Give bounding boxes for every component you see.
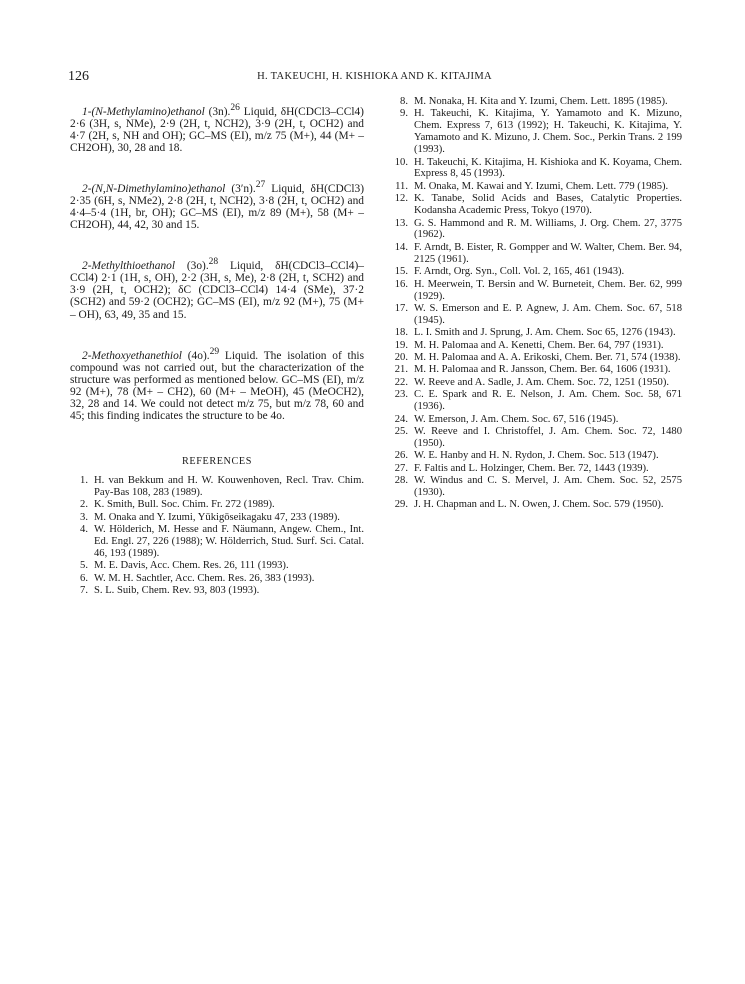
reference-number: 23.: [394, 389, 408, 401]
reference-text: F. Faltis and L. Holzinger, Chem. Ber. 72, 1443 (1939).: [414, 462, 649, 474]
compound-ref: 28: [208, 257, 219, 268]
compound-name: 1-(N-Methylamino)ethanol: [82, 105, 205, 118]
compound-data: Liquid. The isolation of this compound was not carried out, but the characterization of the structure was performed as mentioned below. GC–MS (EI), m/z 92 (M+), 78 (M+ – CH2), 60 (M+ – MeOH), 45 (MeOCH2), 32, 28 and 14. We could not detect m/z 75, but m/z 78, 60 and 45; this finding indicates the structure to be 4o.: [70, 349, 365, 422]
reference-number: 18.: [394, 327, 408, 339]
reference-item: [70, 560, 364, 572]
reference-number: 6.: [80, 572, 88, 584]
reference-text: L. I. Smith and J. Sprung, J. Am. Chem. Soc 65, 1276 (1943).: [414, 327, 676, 339]
reference-number: 27.: [394, 462, 408, 474]
right-column: [388, 96, 682, 512]
reference-number: 7.: [80, 585, 88, 597]
left-column: [70, 96, 364, 598]
reference-number: 13.: [394, 217, 408, 229]
reference-number: 28.: [394, 475, 408, 487]
reference-number: 25.: [394, 425, 408, 437]
reference-item: [388, 303, 682, 327]
compound-paragraph: [70, 102, 364, 154]
compound-data: Liquid, δH(CDCl3) 2·35 (6H, s, NMe2), 2·8 (2H, t, NCH2), 3·8 (2H, t, OCH2) and 4·4–5·4 (1H, br, OH); GC–MS (EI), m/z 89 (M+), 58 (M+ – CH2OH), 44, 42, 30 and 15.: [70, 182, 364, 232]
reference-number: 3.: [80, 511, 88, 523]
compound-paragraph: [70, 179, 364, 231]
reference-item: [388, 450, 682, 462]
compound-entry-3o: [70, 256, 364, 320]
reference-item: [388, 414, 682, 426]
reference-item: [388, 157, 682, 181]
compound-data: Liquid, δH(CDCl3–CCl4) 2·6 (3H, s, NMe), 2·9 (2H, t, NCH2), 3·9 (2H, t, OCH2) and 4·7 (2H, s, NH and OH); GC–MS (EI), m/z 75 (M+), 44 (M+ – CH2OH), 30, 28 and 18.: [70, 105, 364, 155]
reference-text: W. E. Hanby and H. N. Rydon, J. Chem. Soc. 513 (1947).: [414, 450, 659, 462]
reference-number: 10.: [394, 156, 408, 168]
reference-number: 22.: [394, 376, 408, 388]
reference-number: 21.: [394, 364, 408, 376]
reference-number: 12.: [394, 193, 408, 205]
reference-text: W. S. Emerson and E. P. Agnew, J. Am. Chem. Soc. 67, 518 (1945).: [414, 302, 682, 326]
reference-item: [388, 193, 682, 217]
reference-text: H. van Bekkum and H. W. Kouwenhoven, Recl. Trav. Chim. Pay-Bas 108, 283 (1989).: [94, 474, 364, 498]
reference-number: 20.: [394, 352, 408, 364]
running-head: H. TAKEUCHI, H. KISHIOKA AND K. KITAJIMA: [257, 71, 492, 82]
reference-text: S. L. Suib, Chem. Rev. 93, 803 (1993).: [94, 585, 260, 597]
reference-item: [388, 96, 682, 108]
compound-name: 2-(N,N-Dimethylamino)ethanol: [82, 182, 226, 195]
reference-number: 16.: [394, 278, 408, 290]
compound-label: (3o).: [186, 260, 209, 273]
reference-text: M. E. Davis, Acc. Chem. Res. 26, 111 (1993).: [94, 560, 289, 572]
compound-name: 2-Methylthioethanol: [82, 260, 175, 273]
reference-item: [388, 279, 682, 303]
compound-paragraph: [70, 256, 364, 320]
compound-name: 2-Methoxyethanethiol: [82, 349, 182, 362]
reference-item: [388, 266, 682, 278]
compound-label: (3n).: [208, 105, 231, 118]
reference-text: W. Reeve and I. Christoffel, J. Am. Chem. Soc. 72, 1480 (1950).: [414, 425, 682, 449]
reference-item: [388, 475, 682, 499]
compound-ref: 29: [209, 346, 220, 357]
reference-item: [388, 327, 682, 339]
reference-list-left: [70, 475, 364, 597]
compound-label: (4o).: [187, 349, 210, 362]
reference-number: 14.: [394, 241, 408, 253]
reference-number: 15.: [394, 266, 408, 278]
reference-text: H. Takeuchi, K. Kitajima, Y. Yamamoto and K. Mizuno, Chem. Express 7, 613 (1992); H. Takeuchi, K. Kitajima, Y. Yamamoto and K. Mizuno, J. Chem. Soc., Perkin Trans. 2 199 (1993).: [414, 108, 682, 156]
reference-number: 17.: [394, 302, 408, 314]
reference-text: W. Reeve and A. Sadle, J. Am. Chem. Soc. 72, 1251 (1950).: [414, 376, 670, 388]
reference-item: [388, 426, 682, 450]
reference-number: 5.: [80, 560, 88, 572]
reference-text: M. H. Palomaa and A. Kenetti, Chem. Ber. 64, 797 (1931).: [414, 339, 664, 351]
reference-text: H. Takeuchi, K. Kitajima, H. Kishioka and K. Koyama, Chem. Express 8, 45 (1993).: [414, 156, 682, 180]
reference-number: 1.: [80, 474, 88, 486]
reference-text: M. H. Palomaa and A. A. Erikoski, Chem. Ber. 71, 574 (1938).: [414, 352, 681, 364]
reference-text: M. Onaka, M. Kawai and Y. Izumi, Chem. Lett. 779 (1985).: [414, 180, 669, 192]
reference-text: F. Arndt, Org. Syn., Coll. Vol. 2, 165, 461 (1943).: [414, 266, 625, 278]
reference-item: [388, 364, 682, 376]
reference-number: 19.: [394, 339, 408, 351]
reference-text: M. Onaka and Y. Izumi, Yūkigōseikagaku 47, 233 (1989).: [94, 511, 340, 523]
reference-number: 8.: [400, 96, 408, 107]
compound-data: Liquid, δH(CDCl3–CCl4)–CCl4) 2·1 (1H, s, OH), 2·2 (3H, s, Me), 2·8 (2H, t, SCH2) and 3·9 (2H, t, OCH2); δC (CDCl3–CCl4) 14·4 (SMe), 37·2 (SCH2) and 59·2 (OCH2); GC–MS (EI), m/z 92 (M+), 75 (M+ – OH), 63, 49, 35 and 15.: [70, 260, 364, 321]
reference-text: W. Hölderich, M. Hesse and F. Näumann, Angew. Chem., Int. Ed. Engl. 27, 226 (1988); W. Hölderrich, Stud. Surf. Sci. Catal. 46, 193 (1989).: [94, 524, 364, 559]
reference-item: [388, 352, 682, 364]
reference-text: W. Emerson, J. Am. Chem. Soc. 67, 516 (1945).: [414, 413, 619, 425]
reference-number: 9.: [400, 108, 408, 120]
reference-text: W. M. H. Sachtler, Acc. Chem. Res. 26, 383 (1993).: [94, 572, 315, 584]
compound-ref: 27: [255, 180, 266, 191]
reference-text: M. H. Palomaa and R. Jansson, Chem. Ber. 64, 1606 (1931).: [414, 364, 671, 376]
reference-number: 29.: [394, 499, 408, 511]
reference-item: [70, 499, 364, 511]
page-number: 126: [68, 69, 89, 84]
reference-item: [388, 218, 682, 242]
reference-item: [70, 524, 364, 560]
reference-item: [388, 463, 682, 475]
reference-text: F. Arndt, B. Eister, R. Gompper and W. Walter, Chem. Ber. 94, 2125 (1961).: [414, 241, 682, 265]
reference-text: K. Tanabe, Solid Acids and Bases, Catalytic Properties. Kodansha Academic Press, Tokyo (1970).: [414, 193, 682, 217]
compound-paragraph: [70, 346, 364, 422]
reference-text: H. Meerwein, T. Bersin and W. Burneteit, Chem. Ber. 62, 999 (1929).: [414, 278, 682, 302]
page-header: [68, 69, 681, 85]
references-heading: REFERENCES: [182, 455, 252, 467]
reference-text: C. E. Spark and R. E. Nelson, J. Am. Chem. Soc. 58, 671 (1936).: [414, 389, 682, 413]
reference-text: J. H. Chapman and L. N. Owen, J. Chem. Soc. 579 (1950).: [414, 499, 664, 511]
reference-item: [70, 573, 364, 585]
reference-number: 2.: [80, 499, 88, 511]
reference-item: [70, 585, 364, 597]
compound-entry-3pn: [70, 179, 364, 231]
reference-item: [388, 181, 682, 193]
reference-text: G. S. Hammond and R. M. Williams, J. Org. Chem. 27, 3775 (1962).: [414, 217, 682, 241]
reference-text: W. Windus and C. S. Mervel, J. Am. Chem. Soc. 52, 2575 (1930).: [414, 475, 682, 498]
reference-item: [70, 512, 364, 524]
reference-number: 11.: [395, 180, 408, 192]
reference-item: [388, 499, 682, 511]
reference-item: [388, 377, 682, 389]
compound-ref: 26: [230, 103, 240, 113]
reference-number: 4.: [80, 524, 88, 536]
compound-entry-4o: [70, 346, 364, 422]
reference-number: 26.: [394, 450, 408, 462]
reference-item: [388, 389, 682, 413]
reference-list-right: [388, 96, 682, 511]
compound-label: (3′n).: [231, 182, 256, 195]
compound-entry-3n: [70, 102, 364, 154]
reference-item: [388, 242, 682, 266]
reference-item: [388, 108, 682, 156]
reference-text: M. Nonaka, H. Kita and Y. Izumi, Chem. Lett. 1895 (1985).: [414, 96, 668, 107]
reference-text: K. Smith, Bull. Soc. Chim. Fr. 272 (1989).: [94, 499, 275, 511]
reference-item: [388, 340, 682, 352]
reference-item: [70, 475, 364, 499]
reference-number: 24.: [394, 413, 408, 425]
